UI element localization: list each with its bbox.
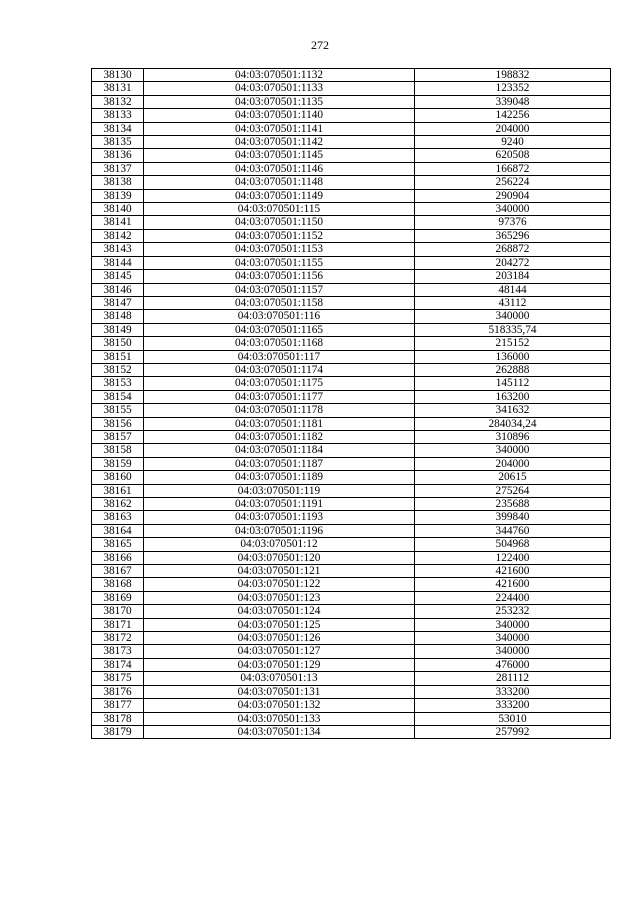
- value-cell: 122400: [415, 551, 611, 564]
- cadastral-number-cell: 04:03:070501:1148: [144, 176, 415, 189]
- value-cell: 215152: [415, 337, 611, 350]
- value-cell: 518335,74: [415, 323, 611, 336]
- table-row: [92, 270, 611, 283]
- table-row: [92, 136, 611, 149]
- value-cell: 136000: [415, 350, 611, 363]
- table-row: [92, 283, 611, 296]
- row-number-cell: 38178: [92, 712, 144, 725]
- row-number-cell: 38169: [92, 591, 144, 604]
- table-row: [92, 69, 611, 82]
- table-row: [92, 645, 611, 658]
- value-cell: 340000: [415, 645, 611, 658]
- value-cell: 275264: [415, 484, 611, 497]
- table-row: [92, 565, 611, 578]
- row-number-cell: 38130: [92, 69, 144, 82]
- value-cell: 284034,24: [415, 417, 611, 430]
- value-cell: 163200: [415, 390, 611, 403]
- row-number-cell: 38165: [92, 538, 144, 551]
- table-row: [92, 109, 611, 122]
- cadastral-number-cell: 04:03:070501:1184: [144, 444, 415, 457]
- cadastral-number-cell: 04:03:070501:1146: [144, 162, 415, 175]
- cadastral-number-cell: 04:03:070501:1152: [144, 229, 415, 242]
- row-number-cell: 38171: [92, 618, 144, 631]
- row-number-cell: 38150: [92, 337, 144, 350]
- value-cell: 310896: [415, 430, 611, 443]
- value-cell: 340000: [415, 618, 611, 631]
- row-number-cell: 38133: [92, 109, 144, 122]
- cadastral-number-cell: 04:03:070501:1140: [144, 109, 415, 122]
- cadastral-number-cell: 04:03:070501:1150: [144, 216, 415, 229]
- cadastral-number-cell: 04:03:070501:124: [144, 605, 415, 618]
- cadastral-number-cell: 04:03:070501:1145: [144, 149, 415, 162]
- value-cell: 198832: [415, 69, 611, 82]
- value-cell: 333200: [415, 699, 611, 712]
- value-cell: 204272: [415, 256, 611, 269]
- table-row: [92, 310, 611, 323]
- table-row: [92, 471, 611, 484]
- value-cell: 204000: [415, 457, 611, 470]
- page-number: 272: [311, 38, 329, 52]
- table-row: [92, 685, 611, 698]
- cadastral-number-cell: 04:03:070501:1156: [144, 270, 415, 283]
- cadastral-number-cell: 04:03:070501:1135: [144, 95, 415, 108]
- value-cell: 341632: [415, 404, 611, 417]
- cadastral-number-cell: 04:03:070501:122: [144, 578, 415, 591]
- value-cell: 333200: [415, 685, 611, 698]
- row-number-cell: 38172: [92, 632, 144, 645]
- value-cell: 262888: [415, 363, 611, 376]
- table-row: [92, 350, 611, 363]
- table-row: [92, 363, 611, 376]
- table-row: [92, 658, 611, 671]
- table-row: [92, 203, 611, 216]
- row-number-cell: 38161: [92, 484, 144, 497]
- table-row: [92, 605, 611, 618]
- row-number-cell: 38142: [92, 229, 144, 242]
- value-cell: 340000: [415, 203, 611, 216]
- table-row: [92, 511, 611, 524]
- cadastral-number-cell: 04:03:070501:1165: [144, 323, 415, 336]
- value-cell: 399840: [415, 511, 611, 524]
- cadastral-number-cell: 04:03:070501:125: [144, 618, 415, 631]
- value-cell: 253232: [415, 605, 611, 618]
- table-row: [92, 498, 611, 511]
- row-number-cell: 38179: [92, 725, 144, 738]
- table-row: [92, 712, 611, 725]
- row-number-cell: 38166: [92, 551, 144, 564]
- cadastral-number-cell: 04:03:070501:1157: [144, 283, 415, 296]
- row-number-cell: 38141: [92, 216, 144, 229]
- table-row: [92, 176, 611, 189]
- cadastral-number-cell: 04:03:070501:1187: [144, 457, 415, 470]
- value-cell: 166872: [415, 162, 611, 175]
- row-number-cell: 38138: [92, 176, 144, 189]
- value-cell: 204000: [415, 122, 611, 135]
- table-row: [92, 444, 611, 457]
- row-number-cell: 38134: [92, 122, 144, 135]
- row-number-cell: 38135: [92, 136, 144, 149]
- row-number-cell: 38156: [92, 417, 144, 430]
- cadastral-number-cell: 04:03:070501:115: [144, 203, 415, 216]
- value-cell: 145112: [415, 377, 611, 390]
- row-number-cell: 38136: [92, 149, 144, 162]
- row-number-cell: 38175: [92, 672, 144, 685]
- row-number-cell: 38145: [92, 270, 144, 283]
- cadastral-number-cell: 04:03:070501:1149: [144, 189, 415, 202]
- value-cell: 476000: [415, 658, 611, 671]
- value-cell: 340000: [415, 444, 611, 457]
- cadastral-number-cell: 04:03:070501:1178: [144, 404, 415, 417]
- row-number-cell: 38137: [92, 162, 144, 175]
- value-cell: 340000: [415, 632, 611, 645]
- cadastral-number-cell: 04:03:070501:13: [144, 672, 415, 685]
- value-cell: 339048: [415, 95, 611, 108]
- table-row: [92, 229, 611, 242]
- table-row: [92, 377, 611, 390]
- row-number-cell: 38162: [92, 498, 144, 511]
- table-row: [92, 149, 611, 162]
- row-number-cell: 38149: [92, 323, 144, 336]
- table-body: [92, 69, 611, 739]
- table-row: [92, 122, 611, 135]
- value-cell: 203184: [415, 270, 611, 283]
- row-number-cell: 38147: [92, 296, 144, 309]
- value-cell: 9240: [415, 136, 611, 149]
- row-number-cell: 38153: [92, 377, 144, 390]
- cadastral-number-cell: 04:03:070501:1141: [144, 122, 415, 135]
- table-row: [92, 390, 611, 403]
- table-row: [92, 591, 611, 604]
- value-cell: 235688: [415, 498, 611, 511]
- cadastral-number-cell: 04:03:070501:1175: [144, 377, 415, 390]
- value-cell: 97376: [415, 216, 611, 229]
- cadastral-value-table: [91, 68, 611, 739]
- cadastral-number-cell: 04:03:070501:1158: [144, 296, 415, 309]
- cadastral-number-cell: 04:03:070501:126: [144, 632, 415, 645]
- table-row: [92, 632, 611, 645]
- row-number-cell: 38140: [92, 203, 144, 216]
- value-cell: 421600: [415, 578, 611, 591]
- cadastral-number-cell: 04:03:070501:120: [144, 551, 415, 564]
- cadastral-number-cell: 04:03:070501:132: [144, 699, 415, 712]
- table-row: [92, 162, 611, 175]
- table-row: [92, 578, 611, 591]
- value-cell: 290904: [415, 189, 611, 202]
- row-number-cell: 38163: [92, 511, 144, 524]
- cadastral-number-cell: 04:03:070501:133: [144, 712, 415, 725]
- row-number-cell: 38155: [92, 404, 144, 417]
- cadastral-number-cell: 04:03:070501:123: [144, 591, 415, 604]
- cadastral-number-cell: 04:03:070501:117: [144, 350, 415, 363]
- value-cell: 504968: [415, 538, 611, 551]
- value-cell: 48144: [415, 283, 611, 296]
- row-number-cell: 38144: [92, 256, 144, 269]
- cadastral-number-cell: 04:03:070501:1155: [144, 256, 415, 269]
- row-number-cell: 38174: [92, 658, 144, 671]
- cadastral-number-cell: 04:03:070501:131: [144, 685, 415, 698]
- value-cell: 224400: [415, 591, 611, 604]
- table-row: [92, 430, 611, 443]
- value-cell: 421600: [415, 565, 611, 578]
- row-number-cell: 38167: [92, 565, 144, 578]
- row-number-cell: 38158: [92, 444, 144, 457]
- row-number-cell: 38152: [92, 363, 144, 376]
- row-number-cell: 38168: [92, 578, 144, 591]
- value-cell: 256224: [415, 176, 611, 189]
- cadastral-number-cell: 04:03:070501:127: [144, 645, 415, 658]
- row-number-cell: 38132: [92, 95, 144, 108]
- value-cell: 43112: [415, 296, 611, 309]
- value-cell: 53010: [415, 712, 611, 725]
- cadastral-number-cell: 04:03:070501:1168: [144, 337, 415, 350]
- row-number-cell: 38154: [92, 390, 144, 403]
- value-cell: 20615: [415, 471, 611, 484]
- cadastral-number-cell: 04:03:070501:1132: [144, 69, 415, 82]
- cadastral-number-cell: 04:03:070501:1193: [144, 511, 415, 524]
- table-row: [92, 296, 611, 309]
- cadastral-number-cell: 04:03:070501:1153: [144, 243, 415, 256]
- row-number-cell: 38164: [92, 524, 144, 537]
- cadastral-number-cell: 04:03:070501:12: [144, 538, 415, 551]
- table-row: [92, 323, 611, 336]
- row-number-cell: 38157: [92, 430, 144, 443]
- cadastral-number-cell: 04:03:070501:1181: [144, 417, 415, 430]
- table-row: [92, 725, 611, 738]
- cadastral-number-cell: 04:03:070501:1133: [144, 82, 415, 95]
- cadastral-number-cell: 04:03:070501:1196: [144, 524, 415, 537]
- table-row: [92, 672, 611, 685]
- table-row: [92, 699, 611, 712]
- cadastral-number-cell: 04:03:070501:119: [144, 484, 415, 497]
- cadastral-number-cell: 04:03:070501:1177: [144, 390, 415, 403]
- cadastral-number-cell: 04:03:070501:1189: [144, 471, 415, 484]
- table-row: [92, 551, 611, 564]
- row-number-cell: 38151: [92, 350, 144, 363]
- row-number-cell: 38146: [92, 283, 144, 296]
- table-row: [92, 82, 611, 95]
- value-cell: 620508: [415, 149, 611, 162]
- table-row: [92, 618, 611, 631]
- table-row: [92, 337, 611, 350]
- value-cell: 123352: [415, 82, 611, 95]
- row-number-cell: 38176: [92, 685, 144, 698]
- cadastral-number-cell: 04:03:070501:121: [144, 565, 415, 578]
- table-row: [92, 417, 611, 430]
- row-number-cell: 38173: [92, 645, 144, 658]
- cadastral-number-cell: 04:03:070501:116: [144, 310, 415, 323]
- cadastral-number-cell: 04:03:070501:129: [144, 658, 415, 671]
- row-number-cell: 38131: [92, 82, 144, 95]
- table-row: [92, 457, 611, 470]
- row-number-cell: 38170: [92, 605, 144, 618]
- table-row: [92, 404, 611, 417]
- row-number-cell: 38159: [92, 457, 144, 470]
- value-cell: 365296: [415, 229, 611, 242]
- cadastral-number-cell: 04:03:070501:1182: [144, 430, 415, 443]
- table-row: [92, 189, 611, 202]
- row-number-cell: 38139: [92, 189, 144, 202]
- value-cell: 257992: [415, 725, 611, 738]
- table-row: [92, 216, 611, 229]
- cadastral-number-cell: 04:03:070501:1174: [144, 363, 415, 376]
- cadastral-number-cell: 04:03:070501:1142: [144, 136, 415, 149]
- table-row: [92, 524, 611, 537]
- table-row: [92, 256, 611, 269]
- row-number-cell: 38143: [92, 243, 144, 256]
- value-cell: 340000: [415, 310, 611, 323]
- cadastral-number-cell: 04:03:070501:1191: [144, 498, 415, 511]
- table-row: [92, 484, 611, 497]
- row-number-cell: 38148: [92, 310, 144, 323]
- value-cell: 142256: [415, 109, 611, 122]
- row-number-cell: 38160: [92, 471, 144, 484]
- table-row: [92, 538, 611, 551]
- table-row: [92, 243, 611, 256]
- value-cell: 344760: [415, 524, 611, 537]
- value-cell: 268872: [415, 243, 611, 256]
- row-number-cell: 38177: [92, 699, 144, 712]
- cadastral-number-cell: 04:03:070501:134: [144, 725, 415, 738]
- value-cell: 281112: [415, 672, 611, 685]
- table-row: [92, 95, 611, 108]
